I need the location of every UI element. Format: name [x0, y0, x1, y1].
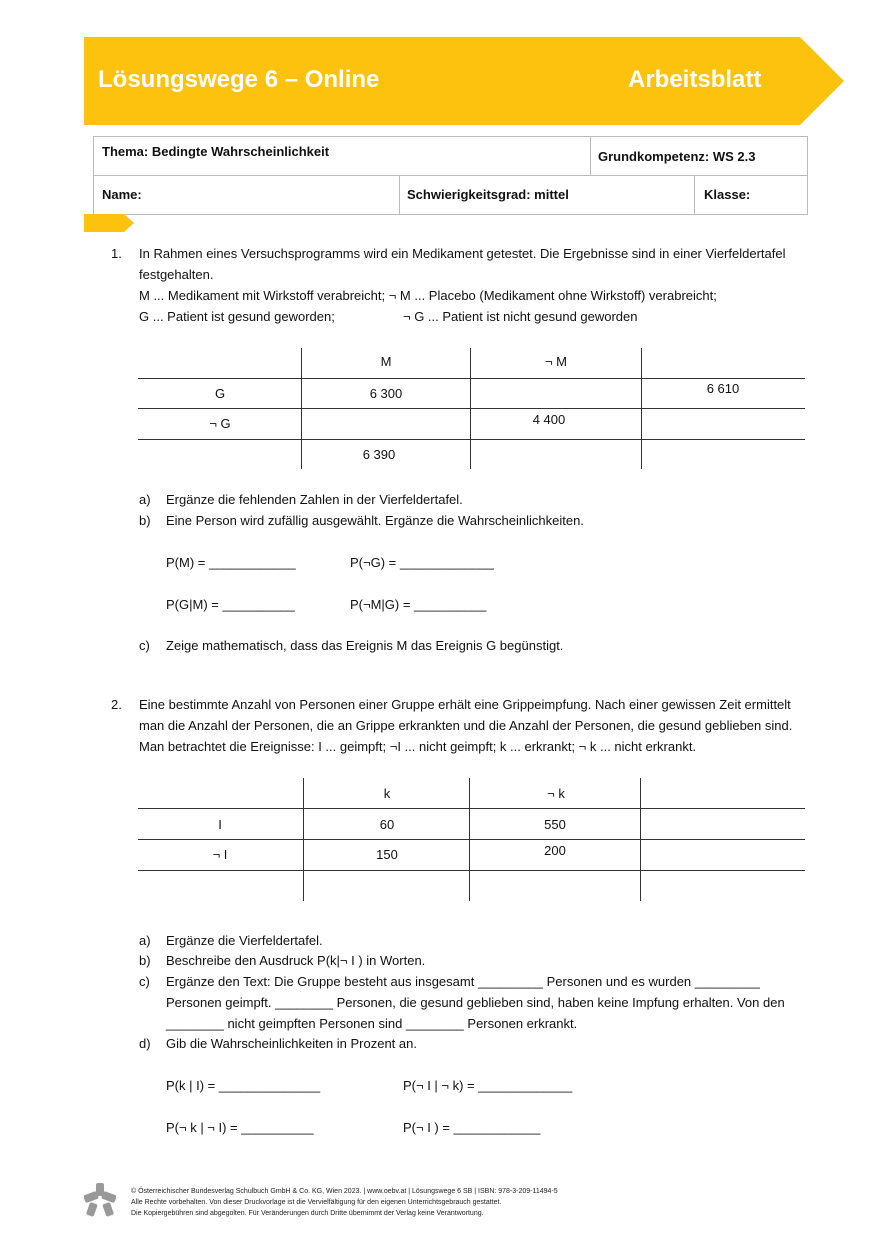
task1-prob-g-given-m[interactable]: P(G|M) = __________ — [166, 597, 295, 612]
table1-header-not-m: ¬ M — [544, 354, 568, 369]
publisher-logo-icon — [84, 1183, 116, 1217]
task1-c-label: c) — [139, 638, 150, 653]
task2-intro-line3: Man betrachtet die Ereignisse: I ... geimpft; ¬I ... nicht geimpft; k ... erkrankt; ¬ k ... nicht erkrankt. — [139, 739, 697, 754]
competency-label: Grundkompetenz: WS 2.3 — [598, 149, 756, 164]
table1-cell-g-total: 6 610 — [706, 381, 740, 396]
task1-c-text: Zeige mathematisch, dass das Ereignis M das Ereignis G begünstigt. — [166, 638, 564, 653]
task2-c-line2[interactable]: Personen geimpft. ________ Personen, die gesund geblieben sind, haben keine Impfung erhalten. Von den — [166, 995, 785, 1010]
task1-intro-line1: In Rahmen eines Versuchsprogramms wird ein Medikament getestet. Die Ergebnisse sind in einer Vierfeldertafel — [139, 246, 786, 261]
task2-c-line1[interactable]: Ergänze den Text: Die Gruppe besteht aus insgesamt _________ Personen und es wurden _________ — [166, 974, 760, 989]
footer-copyright: © Österreichischer Bundesverlag Schulbuch GmbH & Co. KG, Wien 2023. | www.oebv.at | Lösungswege 6 SB | ISBN: 978-3-209-11494-5 — [131, 1188, 558, 1195]
task2-prob-k-given-i[interactable]: P(k | I) = ______________ — [166, 1078, 321, 1093]
task2-d-text: Gib die Wahrscheinlichkeiten in Prozent an. — [166, 1036, 417, 1051]
table2-cell-not-i-not-k: 200 — [544, 843, 566, 858]
table1-header-m: M — [380, 354, 392, 369]
task1-intro-line2: festgehalten. — [139, 267, 214, 282]
task1-prob-not-m-given-g[interactable]: P(¬M|G) = __________ — [350, 597, 487, 612]
class-field-label: Klasse: — [704, 187, 751, 202]
task2-b-label: b) — [139, 953, 151, 968]
table1-row-g: G — [214, 386, 226, 401]
task1-a-label: a) — [139, 492, 151, 507]
task2-c-label: c) — [139, 974, 150, 989]
table2-header-k: k — [383, 786, 391, 801]
table2-row-i: I — [218, 817, 222, 832]
task1-prob-m[interactable]: P(M) = ____________ — [166, 555, 296, 570]
header-worksheet-label: Arbeitsblatt — [628, 66, 762, 93]
table2-cell-i-k: 60 — [379, 817, 395, 832]
table1-cell-not-g-not-m: 4 400 — [532, 412, 566, 427]
task1-b-text: Eine Person wird zufällig ausgewählt. Ergänze die Wahrscheinlichkeiten. — [166, 513, 584, 528]
footer-rights: Alle Rechte vorbehalten. Von dieser Druckvorlage ist die Vervielfältigung für den eigenen Unterrichtsgebrauch gestattet. — [131, 1199, 502, 1206]
task1-prob-not-g[interactable]: P(¬G) = _____________ — [350, 555, 494, 570]
table1-cell-total-m: 6 390 — [362, 447, 396, 462]
header-title: Lösungswege 6 – Online — [98, 66, 380, 93]
table2-cell-not-i-k: 150 — [376, 847, 398, 862]
task2-intro-line1: Eine bestimmte Anzahl von Personen einer Gruppe erhält eine Grippeimpfung. Nach einer gewissen Zeit ermittelt — [139, 697, 791, 712]
table2-row-not-i: ¬ I — [212, 847, 228, 862]
difficulty-label: Schwierigkeitsgrad: mittel — [407, 187, 569, 202]
task1-definition-line2a: G ... Patient ist gesund geworden; — [139, 309, 335, 324]
task2-prob-not-i-given-not-k[interactable]: P(¬ I | ¬ k) = _____________ — [403, 1078, 573, 1093]
table2-header-not-k: ¬ k — [547, 786, 565, 801]
task2-prob-not-k-given-not-i[interactable]: P(¬ k | ¬ I) = __________ — [166, 1120, 314, 1135]
task1-a-text: Ergänze die fehlenden Zahlen in der Vierfeldertafel. — [166, 492, 463, 507]
task1-b-label: b) — [139, 513, 151, 528]
task2-d-label: d) — [139, 1036, 151, 1051]
task1-definition-line1: M ... Medikament mit Wirkstoff verabreicht; ¬ M ... Placebo (Medikament ohne Wirkstoff) verabreicht; — [139, 288, 717, 303]
table1-row-not-g: ¬ G — [209, 416, 231, 431]
task1-number: 1. — [111, 246, 122, 261]
task2-prob-not-i[interactable]: P(¬ I ) = ____________ — [403, 1120, 541, 1135]
footer-fees: Die Kopiergebühren sind abgegolten. Für Veränderungen durch Dritte übernimmt der Verlag keine Verantwortung. — [131, 1210, 484, 1217]
name-field-label: Name: — [102, 187, 142, 202]
task2-a-text: Ergänze die Vierfeldertafel. — [166, 933, 323, 948]
task2-c-line3[interactable]: ________ nicht geimpften Personen sind ________ Personen erkrankt. — [166, 1016, 578, 1031]
topic-label: Thema: Bedingte Wahrscheinlichkeit — [102, 144, 330, 159]
table1-cell-g-m: 6 300 — [369, 386, 403, 401]
task2-intro-line2: man die Anzahl der Personen, die an Grippe erkrankten und die Anzahl der Personen, die gesund geblieben sind. — [139, 718, 793, 733]
table2-cell-i-not-k: 550 — [544, 817, 566, 832]
task2-number: 2. — [111, 697, 122, 712]
section-marker-icon — [84, 214, 136, 234]
task2-b-text: Beschreibe den Ausdruck P(k|¬ I ) in Worten. — [166, 953, 426, 968]
task2-a-label: a) — [139, 933, 151, 948]
task1-definition-line2b: ¬ G ... Patient ist nicht gesund geworden — [403, 309, 638, 324]
